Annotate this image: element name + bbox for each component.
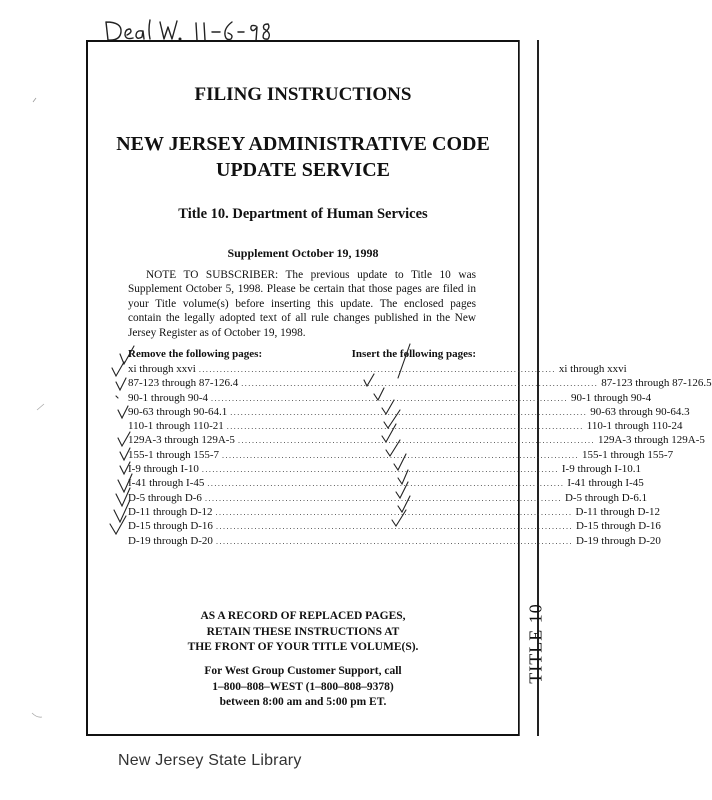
spine-label-text: TITLE 10	[525, 602, 546, 684]
insert-range: 155-1 through 155-7	[582, 448, 674, 461]
remove-range: D-5 through D-6	[128, 491, 202, 504]
code-title	[86, 131, 520, 183]
remove-range: 90-1 through 90-4	[128, 391, 209, 404]
insert-range: 110-1 through 110-24	[586, 420, 683, 433]
leader-dots: ......................................................................................................	[207, 479, 565, 489]
insert-range: I-9 through I-10.1	[561, 463, 641, 476]
page-row	[128, 433, 705, 447]
insert-range: I-41 through I-45	[567, 477, 644, 490]
leader-dots: ......................................................................................................	[230, 407, 588, 417]
remove-range: xi through xxvi	[128, 363, 196, 375]
page-row	[128, 405, 690, 419]
page-row	[128, 534, 661, 548]
subscriber-note: NOTE TO SUBSCRIBER: The previous update to Title 10 was Supplement October 5, 1998. Please be certain that those pages are filed in your Title volume(s) before inserting this update. The enclosed pages contain the legally adopted text of all rule changes published in the New Jersey Register as of October 19, 1998.	[128, 269, 476, 339]
leader-dots: ......................................................................................................	[241, 379, 599, 389]
insert-range: 87-123 through 87-126.5	[601, 377, 712, 390]
leader-dots: ......................................................................................................	[222, 450, 580, 460]
page-row	[128, 391, 652, 405]
record-line: AS A RECORD OF REPLACED PAGES,	[200, 610, 406, 622]
remove-range: 87-123 through 87-126.4	[128, 377, 239, 390]
support-line: For West Group Customer Support, call	[204, 665, 402, 677]
page-list-header	[128, 346, 476, 362]
remove-range: 155-1 through 155-7	[128, 448, 220, 461]
insert-range: xi through xxvi	[558, 363, 627, 375]
remove-range: 110-1 through 110-21	[128, 420, 224, 433]
remove-range: I-41 through I-45	[128, 477, 205, 490]
leader-dots: ......................................................................................................	[211, 393, 569, 403]
page-row	[128, 491, 648, 505]
insert-range: D-11 through D-12	[575, 505, 661, 518]
leader-dots: ......................................................................................................	[215, 507, 573, 517]
record-line: RETAIN THESE INSTRUCTIONS AT	[206, 625, 400, 638]
leader-dots: ......................................................................................................	[198, 365, 556, 374]
scan-speck	[34, 400, 48, 414]
leader-dots: ......................................................................................................	[226, 422, 584, 432]
remove-header: Remove the following pages:	[128, 348, 263, 360]
remove-range: D-19 through D-20	[128, 534, 213, 547]
remove-range: I-9 through I-10	[128, 463, 199, 476]
leader-dots: ......................................................................................................	[204, 493, 562, 503]
insert-range: D-15 through D-16	[575, 520, 661, 533]
leader-dots: ......................................................................................................	[201, 465, 559, 475]
insert-range: 90-1 through 90-4	[571, 391, 652, 404]
scan-speck	[30, 95, 40, 105]
leader-dots: ......................................................................................................	[237, 436, 595, 446]
remove-range: D-11 through D-12	[128, 505, 213, 518]
insert-range: D-5 through D-6.1	[564, 491, 648, 504]
page-row	[128, 362, 627, 376]
page-heading: FILING INSTRUCTIONS	[194, 84, 412, 105]
remove-range: D-15 through D-16	[128, 520, 213, 533]
page-row	[128, 376, 712, 390]
insert-range: 90-63 through 90-64.3	[590, 405, 690, 418]
remove-range: 129A-3 through 129A-5	[128, 434, 235, 447]
page-row	[128, 476, 644, 490]
insert-header: Insert the following pages:	[351, 348, 476, 360]
title-line: Title 10. Department of Human Services	[178, 206, 428, 222]
supplement-date: Supplement October 19, 1998	[227, 246, 379, 260]
page-list	[128, 346, 712, 548]
page-row	[128, 462, 641, 476]
support-info	[86, 664, 520, 711]
insert-range: D-19 through D-20	[575, 534, 661, 547]
spine-label	[517, 583, 555, 703]
code-title-line2: UPDATE SERVICE	[216, 159, 390, 181]
code-title-line1: NEW JERSEY ADMINISTRATIVE CODE	[116, 133, 490, 155]
page-row	[128, 505, 661, 519]
page-row	[128, 419, 683, 433]
scan-speck	[30, 710, 44, 720]
insert-range: 129A-3 through 129A-5	[597, 434, 705, 447]
support-line: 1–800–808–WEST (1–800–808–9378)	[212, 680, 394, 693]
record-instructions	[86, 609, 520, 656]
leader-dots: ......................................................................................................	[215, 522, 573, 532]
support-line: between 8:00 am and 5:00 pm ET.	[219, 696, 387, 708]
library-stamp: New Jersey State Library	[118, 752, 302, 769]
page-row	[128, 519, 661, 533]
page-row	[128, 448, 674, 462]
record-line: THE FRONT OF YOUR TITLE VOLUME(S).	[187, 641, 419, 653]
remove-range: 90-63 through 90-64.1	[128, 405, 228, 418]
leader-dots: ......................................................................................................	[215, 536, 573, 546]
